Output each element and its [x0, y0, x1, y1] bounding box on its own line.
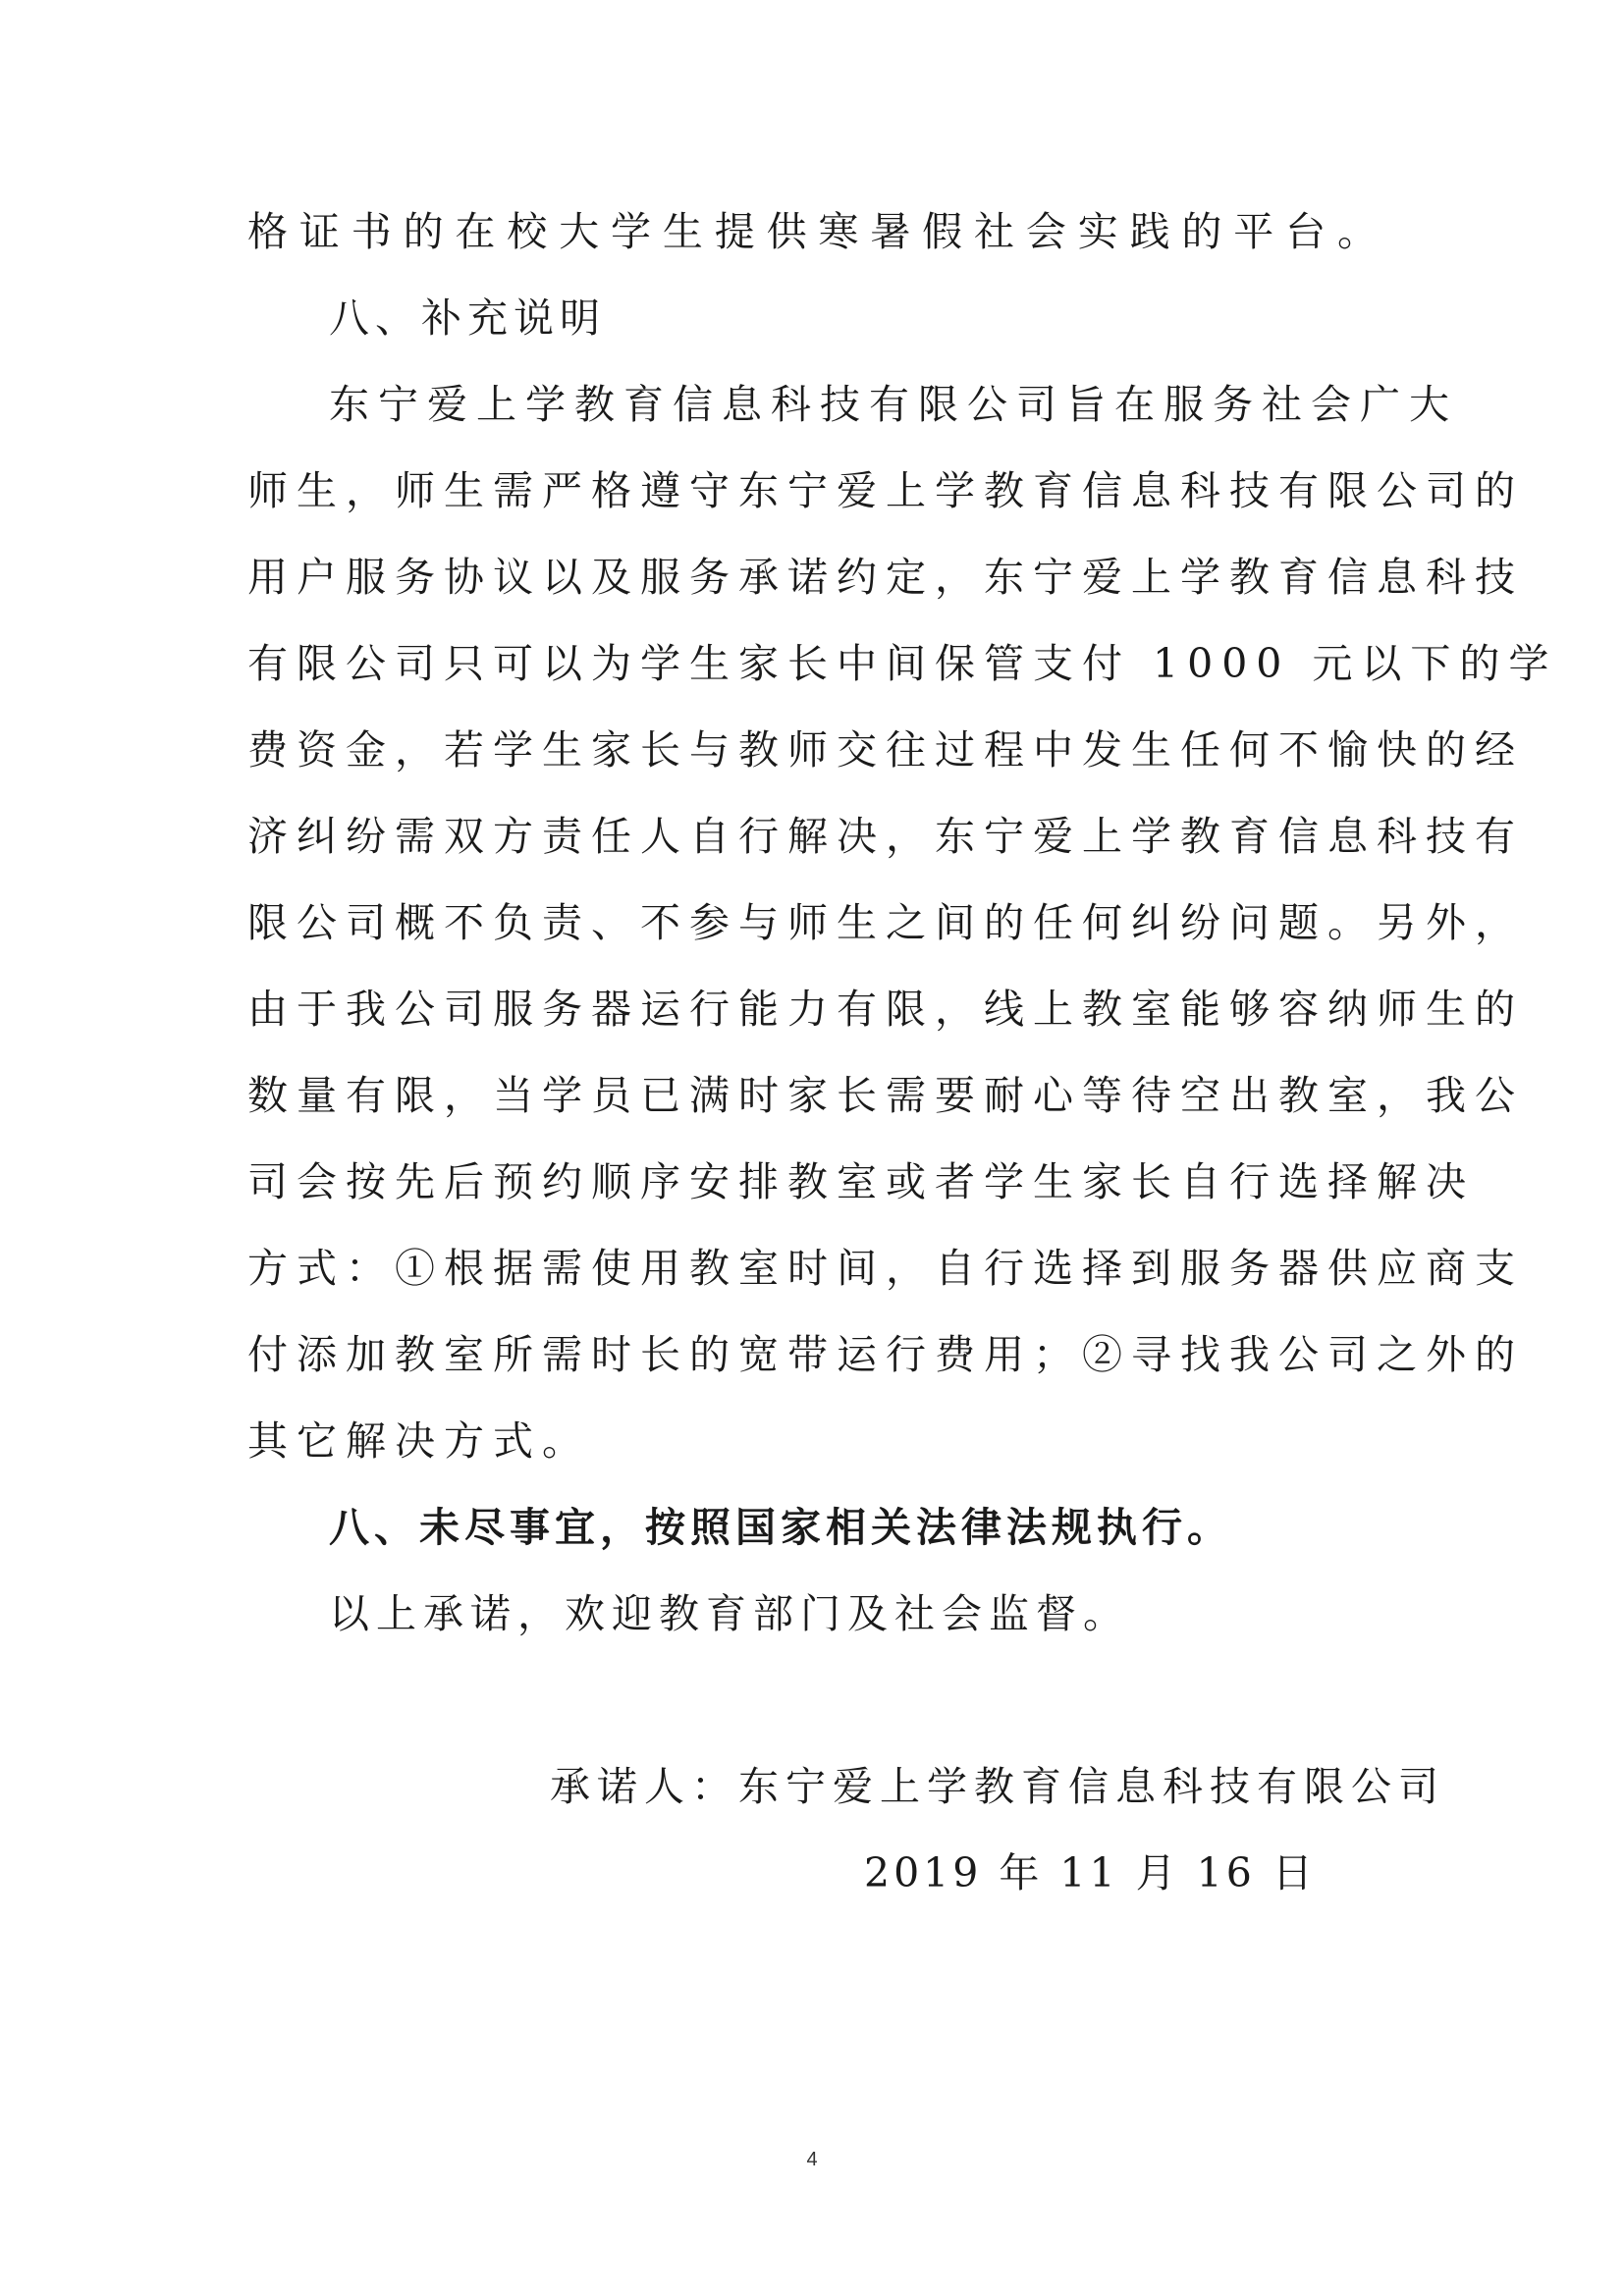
closing-line: 以上承诺，欢迎教育部门及社会监督。 [329, 1590, 1130, 1637]
paragraph-line: 有限公司只可以为学生家长中间保管支付 1000 元以下的学 [247, 640, 1558, 687]
closing-heading: 八、未尽事宜，按照国家相关法律法规执行。 [329, 1504, 1232, 1551]
section-heading: 八、补充说明 [329, 294, 606, 342]
paragraph-line: 由于我公司服务器运行能力有限，线上教室能够容纳师生的 [247, 986, 1524, 1033]
page-number: 4 [806, 2149, 818, 2170]
paragraph-line: 数量有限，当学员已满时家长需要耐心等待空出教室，我公 [247, 1072, 1524, 1119]
paragraph-line: 费资金，若学生家长与教师交往过程中发生任何不愉快的经 [247, 726, 1524, 774]
paragraph-line: 师生，师生需严格遵守东宁爱上学教育信息科技有限公司的 [247, 467, 1524, 514]
paragraph-line: 司会按先后预约顺序安排教室或者学生家长自行选择解决 [247, 1158, 1475, 1205]
paragraph-line: 付添加教室所需时长的宽带运行费用；②寻找我公司之外的 [247, 1331, 1524, 1378]
signature: 承诺人：东宁爱上学教育信息科技有限公司 [550, 1763, 1445, 1810]
paragraph-line: 限公司概不负责、不参与师生之间的任何纠纷问题。另外， [247, 899, 1524, 946]
paragraph-line: 用户服务协议以及服务承诺约定，东宁爱上学教育信息科技 [247, 554, 1524, 601]
paragraph-line: 方式：①根据需使用教室时间，自行选择到服务器供应商支 [247, 1245, 1524, 1292]
paragraph-line: 东宁爱上学教育信息科技有限公司旨在服务社会广大 [329, 381, 1458, 428]
paragraph-line: 其它解决方式。 [247, 1417, 591, 1465]
date: 2019 年 11 月 16 日 [864, 1849, 1317, 1896]
paragraph-line: 济纠纷需双方责任人自行解决，东宁爱上学教育信息科技有 [247, 813, 1524, 860]
opening-line: 格证书的在校大学生提供寒暑假社会实践的平台。 [247, 208, 1386, 255]
